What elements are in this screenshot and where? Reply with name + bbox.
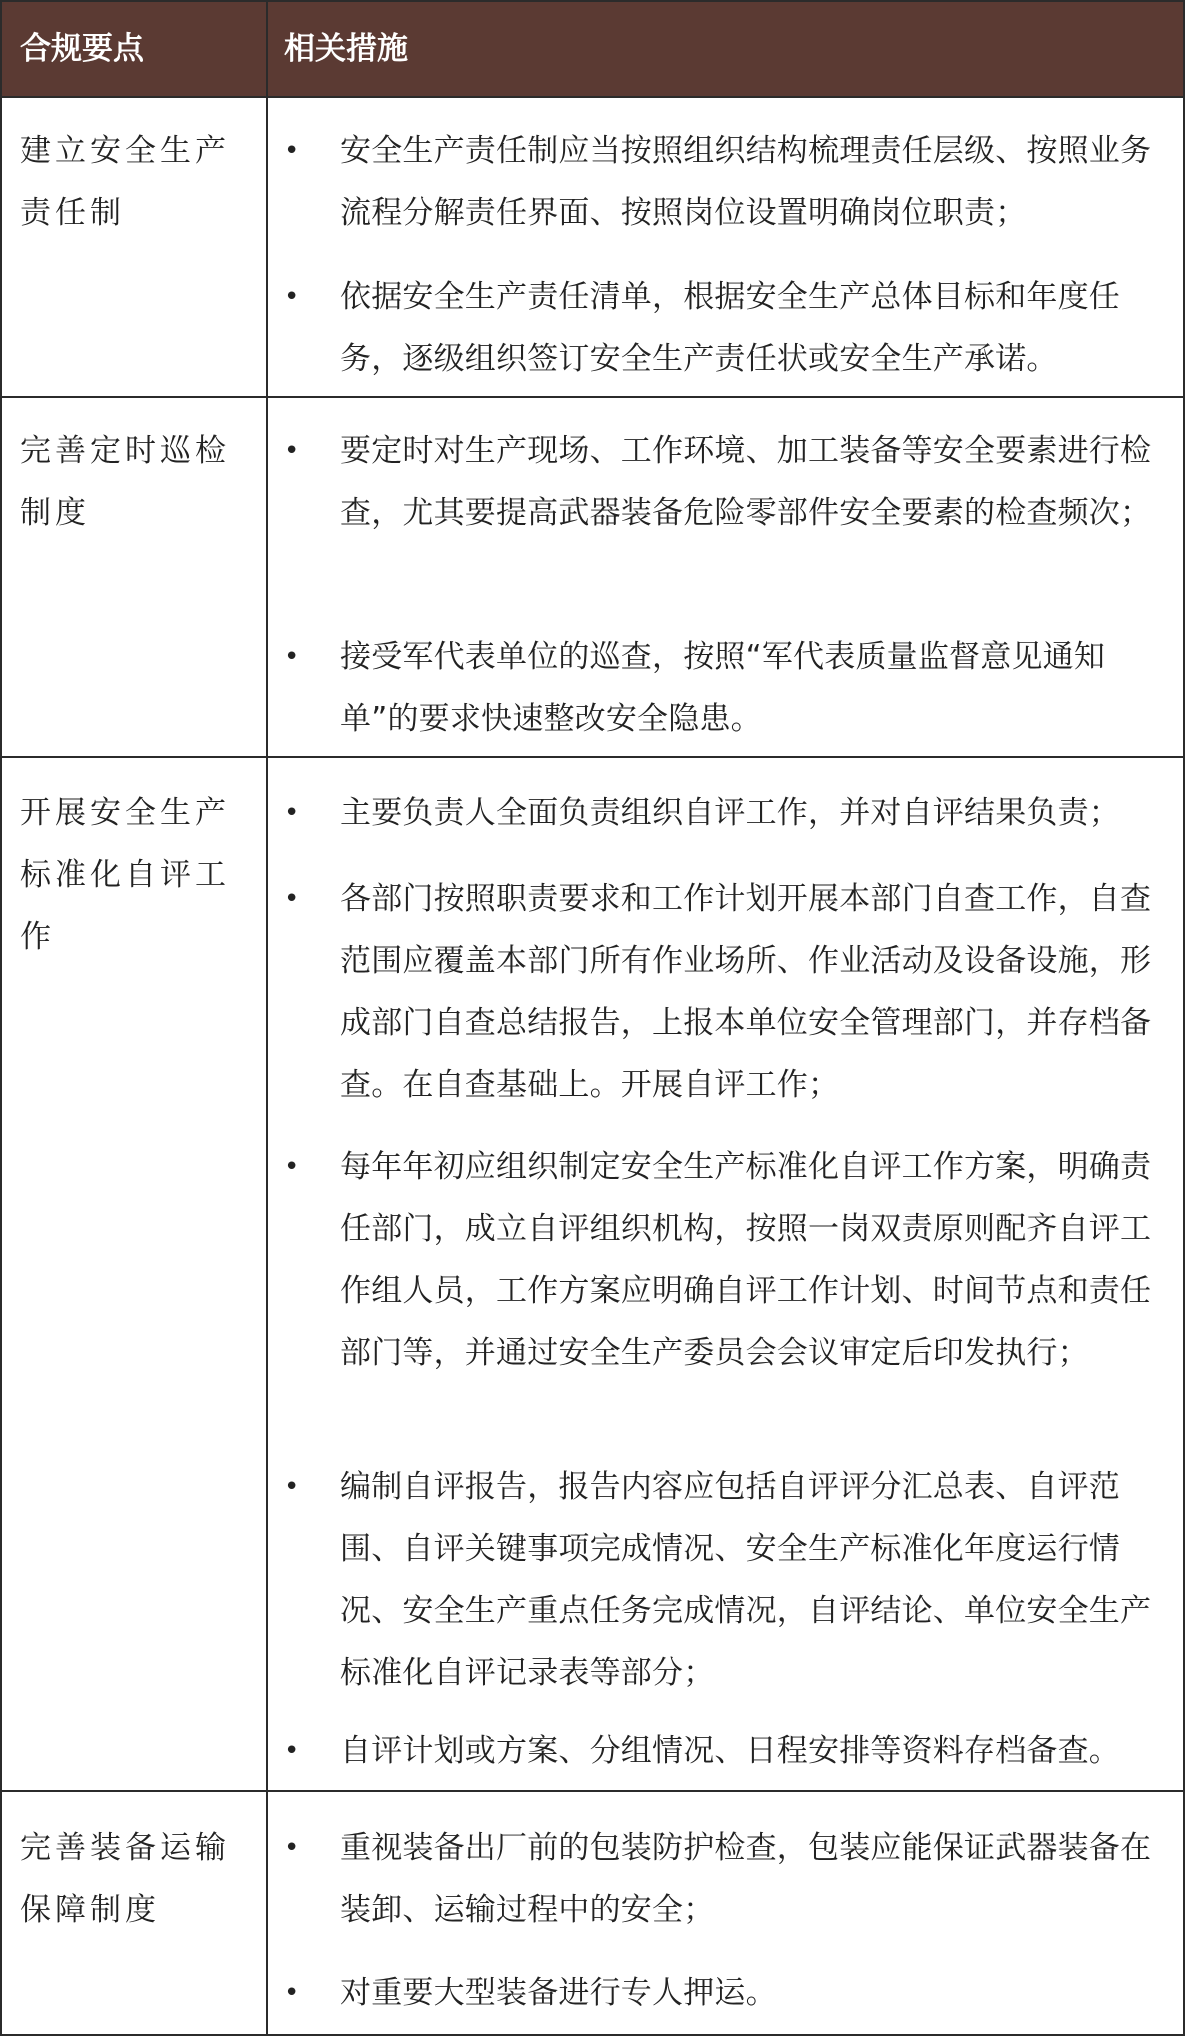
bullet-icon: • (284, 1833, 300, 1863)
bullet-icon: • (284, 282, 300, 312)
row-key-inspection: 完善定时巡检制度 (20, 433, 230, 531)
row-divider (2, 756, 1183, 758)
measure-item: 各部门按照职责要求和工作计划开展本部门自查工作，自查范围应覆盖本部门所有作业场所、作业活动及设备设施，形成部门自查总结报告，上报本单位安全管理部门，并存档备查。在自查基础上。开展自评工作； (340, 881, 1152, 1103)
measure-item: 主要负责人全面负责组织自评工作，并对自评结果负责； (340, 795, 1120, 831)
bullet-icon: • (284, 884, 300, 914)
measure-item: 对重要大型装备进行专人押运。 (340, 1975, 777, 2011)
bullet-icon: • (284, 798, 300, 828)
bullet-icon: • (284, 1978, 300, 2008)
bullet-icon: • (284, 642, 300, 672)
measure-item: 每年年初应组织制定安全生产标准化自评工作方案，明确责任部门，成立自评组织机构，按照一岗双责原则配齐自评工作组人员，工作方案应明确自评工作计划、时间节点和责任部门等，并通过安全生产委员会会议审定后印发执行； (340, 1149, 1152, 1371)
measure-item: 编制自评报告，报告内容应包括自评评分汇总表、自评范围、自评关键事项完成情况、安全生产标准化年度运行情况、安全生产重点任务完成情况，自评结论、单位安全生产标准化自评记录表等部分； (340, 1469, 1152, 1691)
measure-item: 自评计划或方案、分组情况、日程安排等资料存档备查。 (340, 1733, 1120, 1769)
bullet-icon: • (284, 1736, 300, 1766)
bullet-icon: • (284, 1472, 300, 1502)
header-col-key-points: 合规要点 (20, 31, 144, 67)
bullet-icon: • (284, 436, 300, 466)
bullet-icon: • (284, 1152, 300, 1182)
table-header (2, 2, 1183, 98)
header-col-measures: 相关措施 (284, 31, 408, 67)
row-divider (2, 396, 1183, 398)
row-divider (2, 1790, 1183, 1792)
row-key-self-evaluation: 开展安全生产标准化自评工作 (20, 795, 230, 955)
measure-item: 依据安全生产责任清单，根据安全生产总体目标和年度任务，逐级组织签订安全生产责任状或安全生产承诺。 (340, 279, 1120, 377)
row-key-safety-responsibility: 建立安全生产责任制 (20, 133, 230, 231)
measure-item: 重视装备出厂前的包装防护检查，包装应能保证武器装备在装卸、运输过程中的安全； (340, 1830, 1152, 1928)
measure-item: 接受军代表单位的巡查，按照“军代表质量监督意见通知单”的要求快速整改安全隐患。 (340, 639, 1106, 737)
row-key-transport: 完善装备运输保障制度 (20, 1830, 230, 1928)
measure-item: 安全生产责任制应当按照组织结构梳理责任层级、按照业务流程分解责任界面、按照岗位设置明确岗位职责； (340, 133, 1152, 231)
measure-item: 要定时对生产现场、工作环境、加工装备等安全要素进行检查，尤其要提高武器装备危险零部件安全要素的检查频次； (340, 433, 1152, 531)
column-divider (266, 2, 268, 2036)
bullet-icon: • (284, 136, 300, 166)
